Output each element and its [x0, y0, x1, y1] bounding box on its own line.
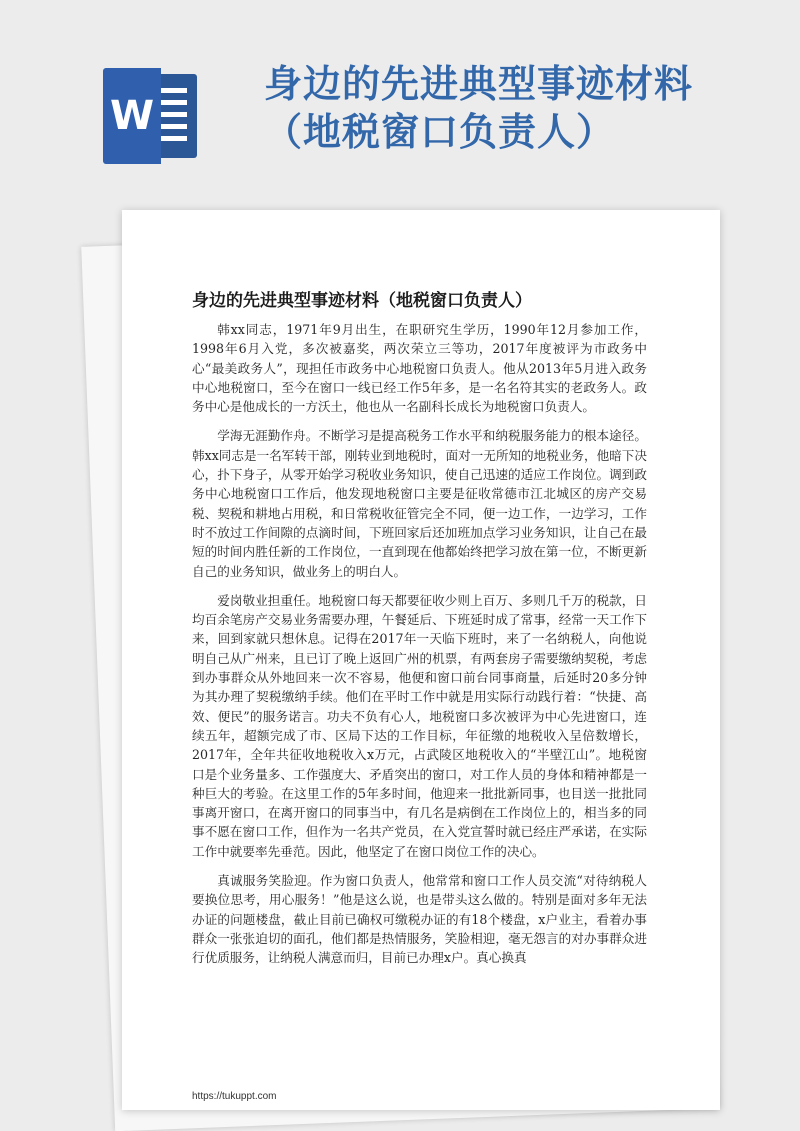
- paragraph: 爱岗敬业担重任。地税窗口每天都要征收少则上百万、多则几千万的税款，日均百余笔房产交易业务需要办理，午餐延后、下班延时成了常事，经常一天工作下来，回到家就只想休息。记得在2017年一天临下班时，来了一名纳税人，向他说明自己从广州来，且已订了晚上返回广州的机票，有两套房子需要缴纳契税，考虑到办事群众从外地回来一次不容易，他便和窗口前台同事商量，后延时20多分钟为其办理了契税缴纳手续。他们在平时工作中就是用实际行动践行着：“快捷、高效、便民”的服务诺言。功夫不负有心人，地税窗口多次被评为中心先进窗口，连续五年，超额完成了市、区局下达的工作目标，年征缴的地税收入呈倍数增长，2017年，全年共征收地税收入x万元，占武陵区地税收入的“半壁江山”。地税窗口是个业务量多、工作强度大、矛盾突出的窗口，对工作人员的身体和精神都是一种巨大的考验。在这里工作的5年多时间，他迎来一批批新同事，也目送一批批同事离开窗口，在离开窗口的同事当中，有几名是病倒在工作岗位上的，相当多的同事不愿在窗口工作，但作为一名共产党员，在入党宣誓时就已经庄严承诺，在实际工作中就要率先垂范。因此，他坚定了在窗口岗位工作的决心。: [192, 592, 647, 859]
- paragraph: 真诚服务笑脸迎。作为窗口负责人，他常常和窗口工作人员交流“对待纳税人要换位思考，用心服务！”他是这么说，也是带头这么做的。特别是面对多年无法办证的问题楼盘，截止目前已确权可缴税办证的有18个楼盘，x户业主，看着办事群众一张张迫切的面孔，他们都是热情服务，笑脸相迎，毫无怨言的对办事群众进行优质服务，让纳税人满意而归，目前已办理x户。真心换真: [192, 873, 647, 966]
- word-icon: [103, 68, 199, 164]
- document-page: [122, 210, 720, 1110]
- banner-title: 身边的先进典型事迹材料（地税窗口负责人）: [264, 62, 694, 154]
- footer-url[interactable]: https://tukuppt.com: [192, 1091, 277, 1102]
- page-title: 身边的先进典型事迹材料（地税窗口负责人）: [192, 291, 532, 311]
- paragraph: 韩xx同志，1971年9月出生，在职研究生学历，1990年12月参加工作，1998年6月入党，多次被嘉奖，两次荣立三等功，2017年度被评为市政务中心“最美政务人”，现担任市政务中心地税窗口负责人。他从2013年5月进入政务中心地税窗口，至今在窗口一线已经工作5年多，是一名名符其实的老政务人。政务中心是他成长的一方沃土，他也从一名副科长成长为地税窗口负责人。: [192, 322, 647, 415]
- document-body: [192, 320, 647, 978]
- banner: [0, 0, 800, 200]
- paragraph: 学海无涯勤作舟。不断学习是提高税务工作水平和纳税服务能力的根本途径。韩xx同志是一名军转干部，刚转业到地税时，面对一无所知的地税业务，他暗下决心，扑下身子，从零开始学习税收业务知识，使自己迅速的适应工作岗位。调到政务中心地税窗口工作后，他发现地税窗口主要是征收常德市江北城区的房产交易税、契税和耕地占用税，和日常税收征管完全不同，便一边工作，一边学习，工作时不放过工作间隙的点滴时间，下班回家后还加班加点学习业务知识，让自己在最短的时间内胜任新的工作岗位，一直到现在他都始终把学习放在第一位，不断更新自己的业务知识，做业务上的明白人。: [192, 428, 647, 579]
- word-icon-letter: W: [103, 68, 161, 164]
